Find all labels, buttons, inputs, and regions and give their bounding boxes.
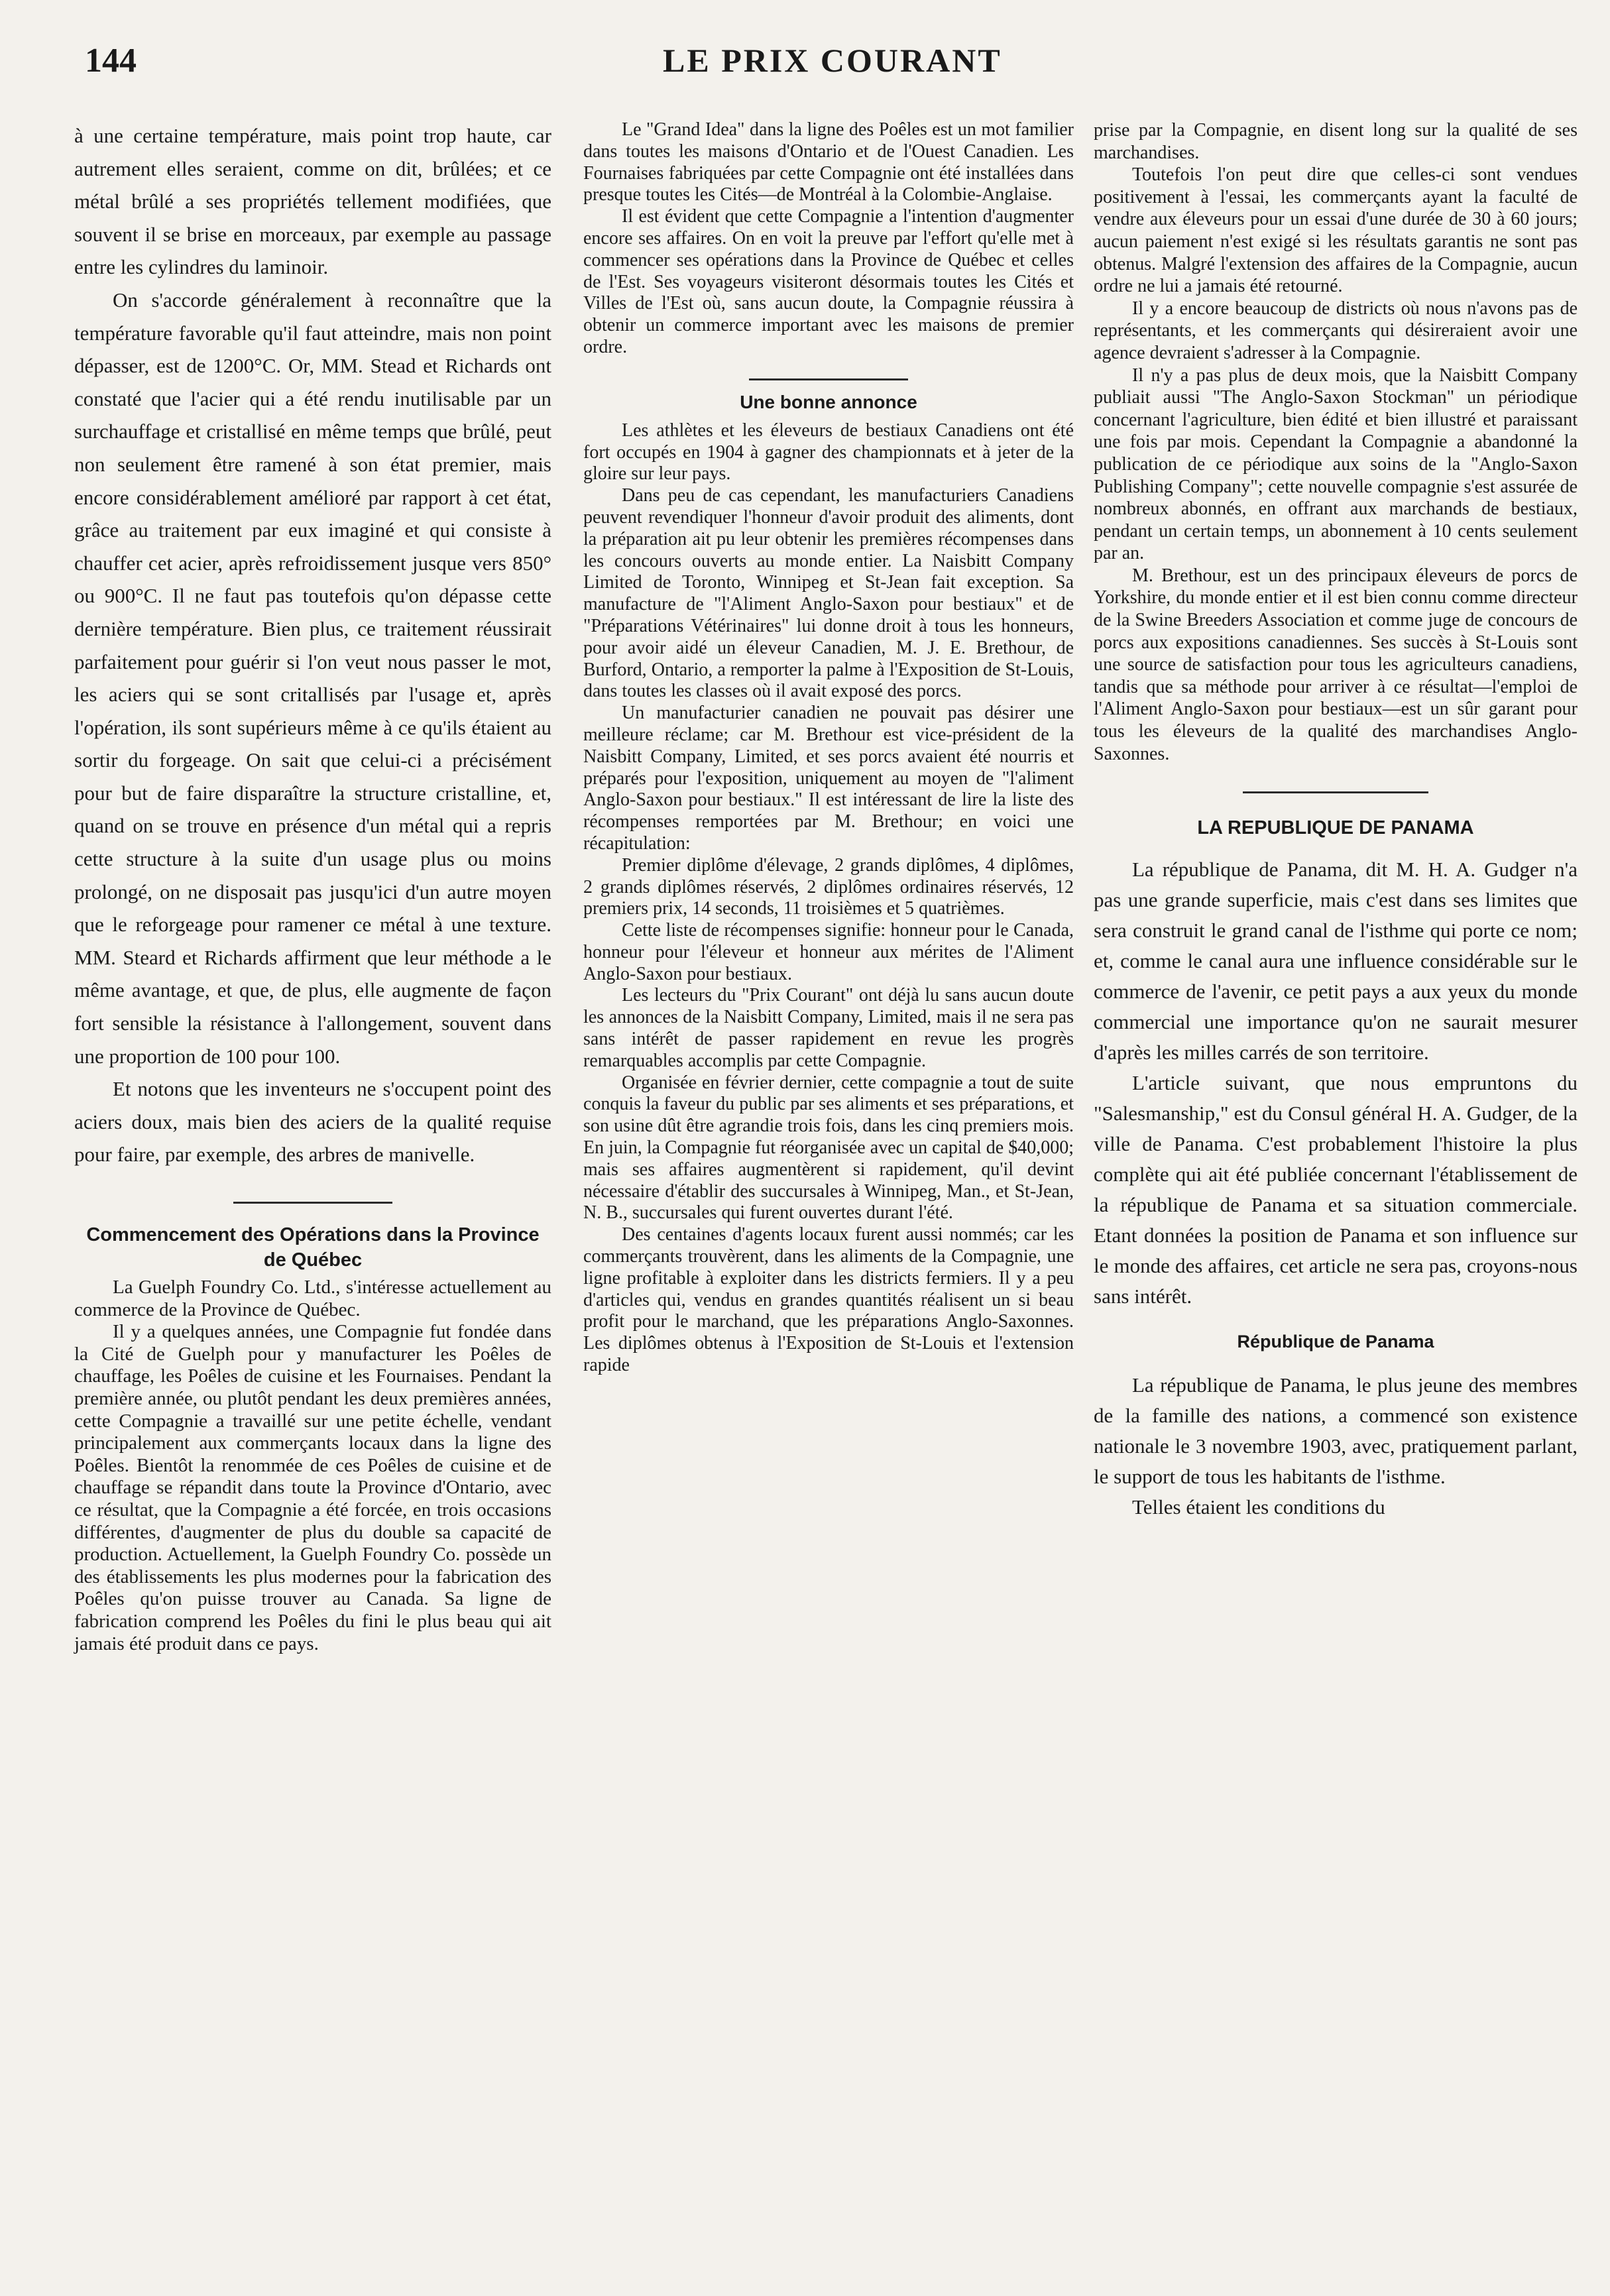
article-paragraph: Premier diplôme d'élevage, 2 grands diplômes, 4 diplômes, 2 grands diplômes réservés, 2 diplômes ordinaires réservés, 12 premiers prix, 14 seconds, 11 troisièmes et 5 quatrièmes. — [583, 854, 1074, 919]
running-head: LE PRIX COURANT — [663, 42, 1002, 79]
article-paragraph: M. Brethour, est un des principaux éleveurs de porcs de Yorkshire, du monde entier et il est bien connu comme directeur de la Swine Breeders Association et comme juge de concours de porcs aux expositions canadiennes. Ses succès à St-Louis sont une source de satisfaction pour tous les agriculteurs canadiens, tandis que sa méthode pour arriver à ce résultat—l'emploi de l'Aliment Anglo-Saxon pour bestiaux—est un sûr garant pour tous les éleveurs de la qualité des marchandises Anglo-Saxonnes. — [1094, 565, 1578, 764]
section-heading: Commencement des Opérations dans la Province de Québec — [86, 1224, 540, 1271]
article-paragraph: Il est évident que cette Compagnie a l'intention d'augmenter encore ses affaires. On en voit la preuve par l'effort qu'elle met à commencer ses opérations dans la Province de Québec et celles de l'Est. Ses voyageurs visiteront désormais toutes les Cités et Villes de l'Est où, sans aucun doute, la Compagnie réussira à obtenir un commerce important avec les maisons de premier ordre. — [583, 206, 1074, 357]
article-paragraph: La Guelph Foundry Co. Ltd., s'intéresse actuellement au commerce de la Province de Québec. — [74, 1277, 551, 1320]
article-paragraph: à une certaine température, mais point trop haute, car autrement elles seraient, comme on dit, brûlées; et ce métal brûlé a ses propriétés tellement modifiées, que souvent il se brise en morceaux, par exemple au passage entre les cylindres du laminoir. — [74, 124, 551, 279]
article-paragraph: Dans peu de cas cependant, les manufacturiers Canadiens peuvent revendiquer l'honneur d'avoir produit des aliments, dont la préparation ait pu leur obtenir les premières récompenses dans les concours ouverts au monde entier. La Naisbitt Company Limited de Toronto, Winnipeg et St-Jean fait exception. Sa manufacture de "l'Aliment Anglo-Saxon pour bestiaux" et de "Préparations Vétérinaires" lui donne droit à tous les honneurs, pour avoir aidé un éleveur Canadien, M. J. E. Brethour, de Burford, Ontario, a remporter la palme à l'Exposition de St-Louis, dans toutes les classes où il avait exposé des porcs. — [583, 485, 1074, 702]
article-paragraph: Organisée en février dernier, cette compagnie a tout de suite conquis la faveur du public par ses aliments et ses préparations, et son usine dût être agrandie trois fois, dans les cinq premiers mois. En juin, la Compagnie fut réorganisée avec un capital de $40,000; mais ses affaires augmentèrent si rapidement, qu'il devint nécessaire d'établir des succursales à Winnipeg, Man., et St-Jean, N. B., succursales qui furent ouvertes durant l'été. — [583, 1072, 1074, 1224]
section-heading: LA REPUBLIQUE DE PANAMA — [1197, 817, 1474, 839]
section-divider — [1243, 791, 1428, 793]
column-1 — [74, 119, 551, 1655]
article-paragraph: La république de Panama, dit M. H. A. Gudger n'a pas une grande superficie, mais c'est dans ses limites que sera construit le grand canal de l'isthme qui porte ce nom; et, comme le canal aura une influence considérable sur le commerce de l'avenir, ce petit pays a aux yeux du monde commercial une importance qu'on ne saurait mesurer d'après les milles carrés de son territoire. — [1094, 858, 1578, 1064]
article-paragraph: La république de Panama, le plus jeune des membres de la famille des nations, a commencé son existence nationale le 3 novembre 1903, avec, pratiquement parlant, le support de tous les habitants de l'isthme. — [1094, 1373, 1578, 1489]
article-paragraph: Il y a encore beaucoup de districts où nous n'avons pas de représentants, et les commerçants qui désireraient avoir une agence devraient s'adresser à la Compagnie. — [1094, 298, 1578, 363]
article-paragraph: Des centaines d'agents locaux furent aussi nommés; car les commerçants trouvèrent, dans les aliments de la Compagnie, une ligne profitable à exploiter dans les districts fermiers. Il y a peu d'articles qui, vendus en grandes quantités réalisent un si beau profit pour le marchand, que les préparations Anglo-Saxonnes. Les diplômes obtenus à l'Exposition de St-Louis et l'extension rapide — [583, 1224, 1074, 1376]
article-paragraph: Les athlètes et les éleveurs de bestiaux Canadiens ont été fort occupés en 1904 à gagner des championnats et à jeter de la gloire sur leur pays. — [583, 420, 1074, 485]
article-paragraph: Un manufacturier canadien ne pouvait pas désirer une meilleure réclame; car M. Brethour est vice-président de la Naisbitt Company, Limited, et ses porcs avaient été nourris et préparés pour l'exposition, uniquement au moyen de "l'aliment Anglo-Saxon pour bestiaux." Il est intéressant de lire la liste des récompenses remportées par M. Brethour; en voici une récapitulation: — [583, 703, 1074, 854]
section-heading: Une bonne annonce — [740, 391, 917, 412]
article-paragraph: Il y a quelques années, une Compagnie fut fondée dans la Cité de Guelph pour y manufacturer les Poêles de chauffage, les Poêles de cuisine et les Fournaises. Pendant la première année, ou plutôt pendant les deux premières années, cette Compagnie a travaillé sur une petite échelle, vendant principalement aux commerçants locaux dans la ligne des Poêles. Bientôt la renommée de ces Poêles de cuisine et de chauffage se répandit dans toute la Province d'Ontario, avec ce résultat, que la Compagnie a été forcée, en trois occasions différentes, d'augmenter de plus du double sa capacité de production. Actuellement, la Guelph Foundry Co. possède un des établissements les plus modernes pour la fabrication des Poêles qu'on puisse trouver au Canada. Sa ligne de fabrication comprend les Poêles du fini le plus beau qui ait jamais été produit dans ce pays. — [74, 1321, 551, 1654]
article-paragraph: Et notons que les inventeurs ne s'occupent point des aciers doux, mais bien des aciers de la qualité requise pour faire, par exemple, des arbres de manivelle. — [74, 1077, 551, 1167]
article-paragraph: Cette liste de récompenses signifie: honneur pour le Canada, honneur pour l'éleveur et honneur aux mérites de l'Aliment Anglo-Saxon pour bestiaux. — [583, 920, 1074, 984]
article-paragraph: Les lecteurs du "Prix Courant" ont déjà lu sans aucun doute les annonces de la Naisbitt Company, Limited, mais il ne sera pas sans intérêt de passer rapidement en revue les progrès remarquables accomplis par cette Compagnie. — [583, 985, 1074, 1071]
article-paragraph: Telles étaient les conditions du — [1132, 1495, 1385, 1519]
article-paragraph: Il n'y a pas plus de deux mois, que la Naisbitt Company publiait aussi "The Anglo-Saxon Stockman" un périodique concernant l'agriculture, bien édité et bien illustré et paraissant une fois par mois. Cependant la Compagnie a abandonné la publication de ce périodique aux soins de la "Anglo-Saxon Publishing Company"; cette nouvelle compagnie s'est assurée de nombreux abonnés, en offrant aux marchands de bestiaux, pendant un certain temps, un abonnement à 10 cents seulement par an. — [1094, 365, 1578, 564]
column-3 — [1094, 119, 1578, 1522]
article-paragraph: On s'accorde généralement à reconnaître que la température favorable qu'il faut atteindre, mais non point dépasser, est de 1200°C. Or, MM. Stead et Richards ont constaté que l'acier qui a été rendu inutilisable par un surchauffage et cristallisé en même temps que brûlé, peut non seulement être ramené à son état premier, mais encore considérablement amélioré par rapport à cet état, grâce au traitement par eux imaginé et qui consiste à chauffer cet acier, après refroidissement jusque vers 850° ou 900°C. Il ne faut pas toutefois qu'on dépasse cette dernière température. Bien plus, ce traitement réussirait parfaitement pour guérir si l'on veut nous passer le mot, les aciers qui se sont critallisés par l'usage et, après l'opération, ils sont supérieurs même à ce qu'ils étaient au sortir du forgeage. On sait que celui-ci a précisément pour but de faire disparaître la structure cristalline, et, quand on se trouve en présence d'un métal qui a repris cette structure à la suite d'un usage plus ou moins prolongé, on ne disposait pas jusqu'ici d'un autre moyen que le reforgeage pour ramener ce métal à une texture. MM. Steard et Richards affirment que leur méthode a le même avantage, et que, de plus, elle augmente de façon fort sensible la résistance à l'allongement, souvent dans une proportion de 100 pour 100. — [74, 288, 551, 1068]
article-paragraph: L'article suivant, que nous empruntons du "Salesmanship," est du Consul général H. A. Gudger, de la ville de Panama. C'est probablement l'histoire la plus complète qui ait été publiée concernant l'établissement de la république de Panama et sa situation commerciale. Etant données la position de Panama et son influence sur le monde des affaires, cet article ne sera pas, croyons-nous sans intérêt. — [1094, 1071, 1578, 1308]
page-number: 144 — [85, 42, 137, 80]
subsection-heading: République de Panama — [1237, 1332, 1434, 1352]
section-divider — [749, 378, 908, 380]
column-2 — [583, 119, 1074, 1377]
article-paragraph: Le "Grand Idea" dans la ligne des Poêles est un mot familier dans toutes les maisons d'Ontario et de l'Ouest Canadien. Les Fournaises fabriquées par cette Compagnie ont été installées dans presque toutes les Cités—de Montréal à la Colombie-Anglaise. — [583, 119, 1074, 205]
article-paragraph: prise par la Compagnie, en disent long sur la qualité de ses marchandises. — [1094, 120, 1578, 163]
section-divider — [233, 1202, 392, 1204]
article-paragraph: Toutefois l'on peut dire que celles-ci sont vendues positivement à l'essai, les commerçants ayant la faculté de vendre aux éleveurs pour un essai d'une durée de 30 à 60 jours; aucun paiement n'est exigé si les résultats garantis ne sont pas obtenus. Malgré l'extension des affaires de la Compagnie, aucun ordre ne lui a jamais été retourné. — [1094, 164, 1578, 297]
